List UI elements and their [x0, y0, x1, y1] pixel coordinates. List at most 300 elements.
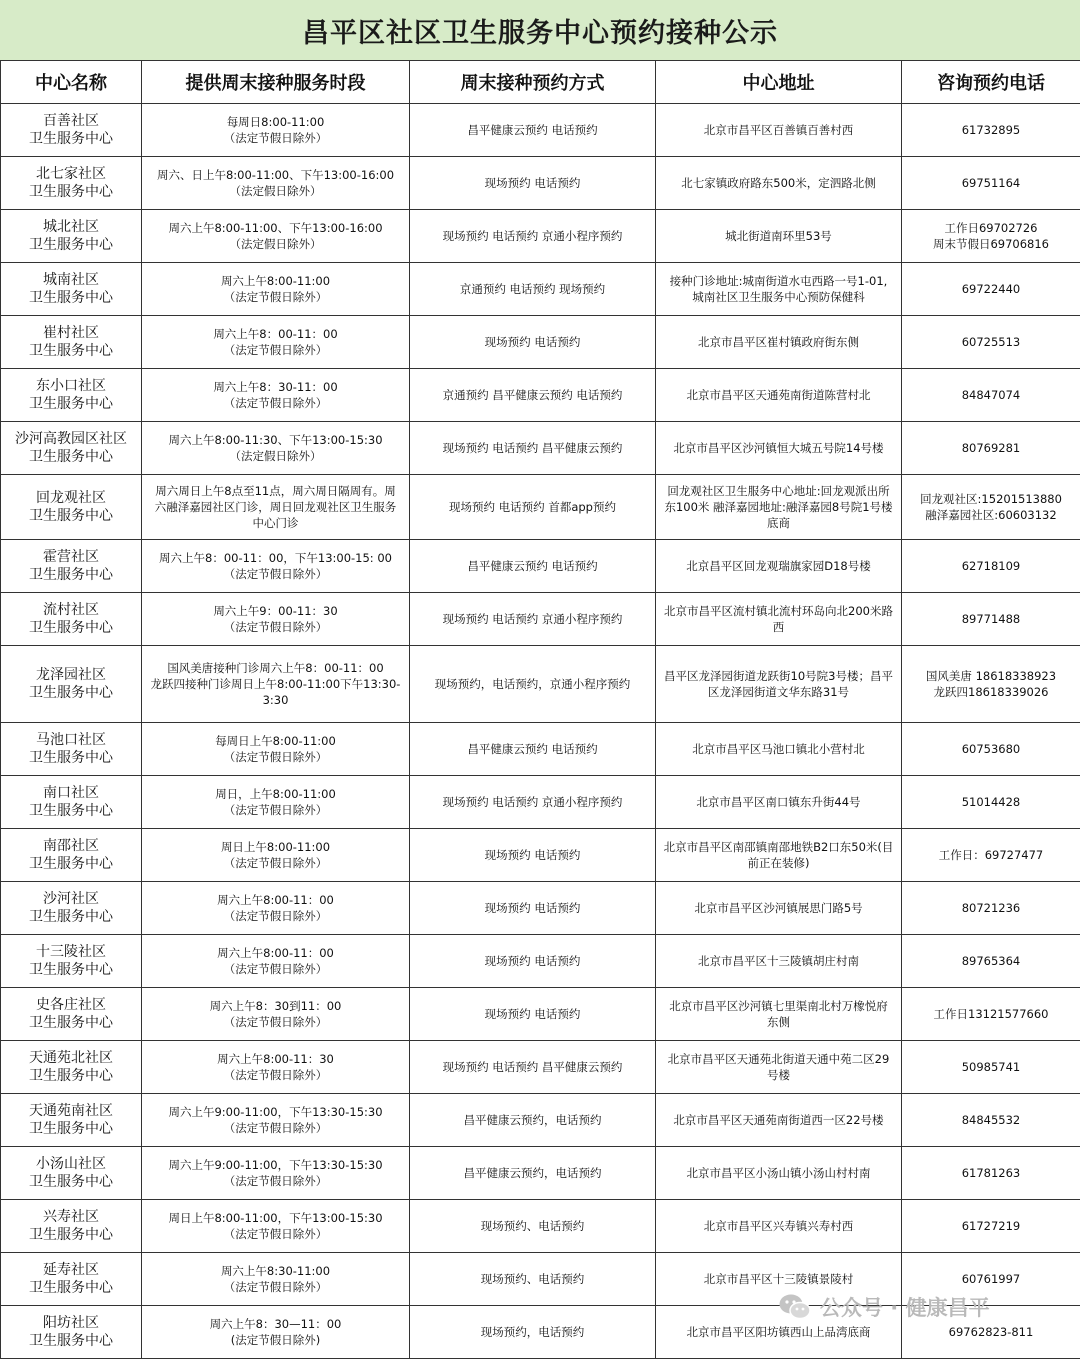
service-time-cell	[142, 593, 410, 646]
cell-line: 回龙观社区	[4, 489, 138, 507]
cell-line: 89771488	[905, 611, 1077, 627]
cell-line: 50985741	[905, 1059, 1077, 1075]
cell-line: 周六上午8：00-11：00	[145, 326, 406, 342]
table-row	[1, 263, 1080, 316]
service-time-cell	[142, 104, 410, 157]
booking-method-cell	[410, 935, 656, 988]
service-time-cell	[142, 988, 410, 1041]
service-time-cell	[142, 210, 410, 263]
center-name-cell	[1, 1306, 142, 1359]
service-time-cell	[142, 422, 410, 475]
cell-line: 周日上午8:00-11:00，下午13:00-15:30	[145, 1210, 406, 1226]
service-time-cell	[142, 540, 410, 593]
page-title: 昌平区社区卫生服务中心预约接种公示	[302, 11, 778, 50]
cell-line: 每周日8:00-11:00	[145, 114, 406, 130]
cell-line: 周末节假日69706816	[905, 236, 1077, 252]
booking-method-cell	[410, 422, 656, 475]
cell-line: （法定节假日除外）	[145, 961, 406, 977]
cell-line: 国风美唐接种门诊周六上午8：00-11：00	[145, 660, 406, 676]
cell-line: 周六上午8：30—11：00	[145, 1316, 406, 1332]
cell-line: （法定节假日除外）	[145, 1173, 406, 1189]
header-booking-method: 周末接种预约方式	[410, 61, 656, 104]
cell-line: （法定节假日除外）	[145, 1226, 406, 1242]
center-name-cell	[1, 882, 142, 935]
cell-line: 60761997	[905, 1271, 1077, 1287]
cell-line: 周六上午8：30-11：00	[145, 379, 406, 395]
cell-line: 西	[659, 619, 898, 635]
cell-line: 61727219	[905, 1218, 1077, 1234]
address-cell	[656, 1147, 902, 1200]
cell-line: 卫生服务中心	[4, 1173, 138, 1191]
cell-line: 昌平健康云预约 电话预约	[413, 741, 652, 757]
cell-line: 现场预约 电话预约 昌平健康云预约	[413, 1059, 652, 1075]
service-time-cell	[142, 646, 410, 723]
booking-method-cell	[410, 1094, 656, 1147]
booking-method-cell	[410, 1200, 656, 1253]
cell-line: 卫生服务中心	[4, 855, 138, 873]
title-bar	[0, 0, 1080, 62]
booking-method-cell	[410, 1041, 656, 1094]
center-name-cell	[1, 776, 142, 829]
cell-line: 卫生服务中心	[4, 342, 138, 360]
cell-line: 周六周日上午8点至11点，周六周日隔周有。周	[145, 483, 406, 499]
cell-line: 卫生服务中心	[4, 566, 138, 584]
cell-line: 3:30	[145, 692, 406, 708]
service-time-cell	[142, 829, 410, 882]
cell-line: 东侧	[659, 1014, 898, 1030]
table-row	[1, 475, 1080, 540]
address-cell	[656, 1306, 902, 1359]
booking-method-cell	[410, 1306, 656, 1359]
table-row	[1, 646, 1080, 723]
service-time-cell	[142, 1253, 410, 1306]
cell-line: 现场预约、电话预约	[413, 1271, 652, 1287]
center-name-cell	[1, 540, 142, 593]
booking-method-cell	[410, 1253, 656, 1306]
cell-line: 北京市昌平区流村镇北流村环岛向北200米路	[659, 603, 898, 619]
center-name-cell	[1, 316, 142, 369]
phone-cell	[902, 475, 1080, 540]
cell-line: 昌平健康云预约，电话预约	[413, 1165, 652, 1181]
booking-method-cell	[410, 157, 656, 210]
center-name-cell	[1, 593, 142, 646]
center-name-cell	[1, 829, 142, 882]
center-name-cell	[1, 210, 142, 263]
cell-line: 工作日：69727477	[905, 847, 1077, 863]
cell-line: 北京市昌平区天通苑北街道天通中苑二区29	[659, 1051, 898, 1067]
address-cell	[656, 1200, 902, 1253]
address-cell	[656, 829, 902, 882]
booking-method-cell	[410, 369, 656, 422]
cell-line: 周六上午8:00-11：00	[145, 892, 406, 908]
center-name-cell	[1, 1094, 142, 1147]
table-row	[1, 988, 1080, 1041]
cell-line: 现场预约 电话预约	[413, 334, 652, 350]
phone-cell	[902, 157, 1080, 210]
phone-cell	[902, 104, 1080, 157]
cell-line: （法定节假日除外）	[145, 342, 406, 358]
header-center-name: 中心名称	[1, 61, 142, 104]
cell-line: 兴寿社区	[4, 1208, 138, 1226]
booking-method-cell	[410, 988, 656, 1041]
cell-line: （法定节假日除外）	[145, 749, 406, 765]
center-name-cell	[1, 1200, 142, 1253]
cell-line: 龙泽园社区	[4, 666, 138, 684]
phone-cell	[902, 988, 1080, 1041]
cell-line: 卫生服务中心	[4, 1120, 138, 1138]
cell-line: 现场预约 电话预约 首都app预约	[413, 499, 652, 515]
header-phone: 咨询预约电话	[902, 61, 1080, 104]
phone-cell	[902, 723, 1080, 776]
header-address: 中心地址	[656, 61, 902, 104]
cell-line: 京通预约 昌平健康云预约 电话预约	[413, 387, 652, 403]
cell-line: 沙河高教园区社区	[4, 430, 138, 448]
booking-method-cell	[410, 316, 656, 369]
booking-method-cell	[410, 593, 656, 646]
cell-line: 北京市昌平区天通苑南街道西一区22号楼	[659, 1112, 898, 1128]
cell-line: 现场预约、电话预约	[413, 1218, 652, 1234]
cell-line: 区龙泽园街道文华东路31号	[659, 684, 898, 700]
cell-line: 北京市昌平区阳坊镇西山上品湾底商	[659, 1324, 898, 1340]
cell-line: 东100米 融泽嘉园地址:融泽嘉园8号院1号楼	[659, 499, 898, 515]
address-cell	[656, 723, 902, 776]
phone-cell	[902, 1041, 1080, 1094]
table-row	[1, 723, 1080, 776]
service-time-cell	[142, 723, 410, 776]
cell-line: 北七家社区	[4, 165, 138, 183]
cell-line: 69722440	[905, 281, 1077, 297]
cell-line: 现场预约 电话预约	[413, 175, 652, 191]
cell-line: 崔村社区	[4, 324, 138, 342]
cell-line: 小汤山社区	[4, 1155, 138, 1173]
cell-line: 城南社区	[4, 271, 138, 289]
cell-line: 北京市昌平区兴寿镇兴寿村西	[659, 1218, 898, 1234]
cell-line: （法定假日除外）	[145, 183, 406, 199]
cell-line: 周六上午8:00-11：30	[145, 1051, 406, 1067]
phone-cell	[902, 422, 1080, 475]
cell-line: 卫生服务中心	[4, 236, 138, 254]
cell-line: 80721236	[905, 900, 1077, 916]
cell-line: 昌平区龙泽园街道龙跃街10号院3号楼；昌平	[659, 668, 898, 684]
cell-line: 北京市昌平区南口镇东升街44号	[659, 794, 898, 810]
address-cell	[656, 104, 902, 157]
cell-line: 天通苑北社区	[4, 1049, 138, 1067]
vaccination-table	[0, 60, 1080, 1359]
cell-line: 天通苑南社区	[4, 1102, 138, 1120]
cell-line: （法定节假日除外）	[145, 1120, 406, 1136]
cell-line: 现场预约 电话预约 京通小程序预约	[413, 228, 652, 244]
table-row	[1, 593, 1080, 646]
cell-line: 马池口社区	[4, 731, 138, 749]
watermark-text: 公众号 · 健康昌平	[820, 1292, 990, 1322]
cell-line: 北京市昌平区沙河镇七里渠南北村万橡悦府	[659, 998, 898, 1014]
cell-line: （法定节假日除外）	[145, 1279, 406, 1295]
cell-line: 现场预约 电话预约 昌平健康云预约	[413, 440, 652, 456]
phone-cell	[902, 210, 1080, 263]
service-time-cell	[142, 1306, 410, 1359]
phone-cell	[902, 1094, 1080, 1147]
table-row	[1, 316, 1080, 369]
cell-line: （法定节假日除外）	[145, 802, 406, 818]
booking-method-cell	[410, 540, 656, 593]
cell-line: 接种门诊地址:城南街道水屯西路一号1-01,	[659, 273, 898, 289]
center-name-cell	[1, 263, 142, 316]
service-time-cell	[142, 1147, 410, 1200]
phone-cell	[902, 540, 1080, 593]
cell-line: 阳坊社区	[4, 1314, 138, 1332]
cell-line: 城南社区卫生服务中心预防保健科	[659, 289, 898, 305]
cell-line: 霍营社区	[4, 548, 138, 566]
cell-line: 北京市昌平区百善镇百善村西	[659, 122, 898, 138]
cell-line: 周日，上午8:00-11:00	[145, 786, 406, 802]
cell-line: 现场预约，电话预约	[413, 1324, 652, 1340]
cell-line: 龙跃四接种门诊周日上午8:00-11:00下午13:30-	[145, 676, 406, 692]
center-name-cell	[1, 723, 142, 776]
cell-line: （法定节假日除外）	[145, 130, 406, 146]
cell-line: 城北社区	[4, 218, 138, 236]
service-time-cell	[142, 882, 410, 935]
service-time-cell	[142, 935, 410, 988]
booking-method-cell	[410, 723, 656, 776]
cell-line: 69751164	[905, 175, 1077, 191]
cell-line: 北京市昌平区十三陵镇景陵村	[659, 1271, 898, 1287]
cell-line: 周六上午8:00-11:30、下午13:00-15:30	[145, 432, 406, 448]
table-row	[1, 157, 1080, 210]
cell-line: 周六上午8:00-11:00	[145, 273, 406, 289]
cell-line: 周六上午8:00-11:00、下午13:00-16:00	[145, 220, 406, 236]
cell-line: 卫生服务中心	[4, 130, 138, 148]
table-body	[1, 104, 1080, 1359]
cell-line: 卫生服务中心	[4, 1014, 138, 1032]
cell-line: 84847074	[905, 387, 1077, 403]
cell-line: 卫生服务中心	[4, 507, 138, 525]
center-name-cell	[1, 1253, 142, 1306]
cell-line: 中心门诊	[145, 515, 406, 531]
table-row	[1, 1253, 1080, 1306]
cell-line: （法定节假日除外）	[145, 1067, 406, 1083]
cell-line: 东小口社区	[4, 377, 138, 395]
cell-line: 80769281	[905, 440, 1077, 456]
phone-cell	[902, 593, 1080, 646]
cell-line: 南口社区	[4, 784, 138, 802]
table-row	[1, 210, 1080, 263]
phone-cell	[902, 1306, 1080, 1359]
cell-line: 工作日69702726	[905, 220, 1077, 236]
cell-line: 国风美唐 18618338923	[905, 668, 1077, 684]
cell-line: 周六上午9:00-11:00，下午13:30-15:30	[145, 1104, 406, 1120]
cell-line: 周六上午9:00-11:00，下午13:30-15:30	[145, 1157, 406, 1173]
cell-line: 周六上午9：00-11：30	[145, 603, 406, 619]
phone-cell	[902, 776, 1080, 829]
cell-line: （法定节假日除外）	[145, 619, 406, 635]
cell-line: (法定节假日除外)	[145, 1332, 406, 1348]
cell-line: 北京市昌平区小汤山镇小汤山村村南	[659, 1165, 898, 1181]
service-time-cell	[142, 1041, 410, 1094]
cell-line: 卫生服务中心	[4, 448, 138, 466]
cell-line: （法定节假日除外）	[145, 1014, 406, 1030]
cell-line: 现场预约，电话预约，京通小程序预约	[413, 676, 652, 692]
booking-method-cell	[410, 104, 656, 157]
cell-line: 京通预约 电话预约 现场预约	[413, 281, 652, 297]
cell-line: 回龙观社区卫生服务中心地址:回龙观派出所	[659, 483, 898, 499]
address-cell	[656, 988, 902, 1041]
cell-line: 北京市昌平区崔村镇政府街东侧	[659, 334, 898, 350]
service-time-cell	[142, 157, 410, 210]
cell-line: 现场预约 电话预约	[413, 900, 652, 916]
cell-line: 周六上午8:00-11：00	[145, 945, 406, 961]
cell-line: 百善社区	[4, 112, 138, 130]
booking-method-cell	[410, 1147, 656, 1200]
cell-line: 北京市昌平区南邵镇南邵地铁B2口东50米(目	[659, 839, 898, 855]
cell-line: 卫生服务中心	[4, 749, 138, 767]
center-name-cell	[1, 988, 142, 1041]
cell-line: 现场预约 电话预约	[413, 1006, 652, 1022]
service-time-cell	[142, 369, 410, 422]
phone-cell	[902, 882, 1080, 935]
address-cell	[656, 1041, 902, 1094]
booking-method-cell	[410, 646, 656, 723]
phone-cell	[902, 935, 1080, 988]
cell-line: 现场预约 电话预约	[413, 847, 652, 863]
cell-line: 号楼	[659, 1067, 898, 1083]
cell-line: 昌平健康云预约，电话预约	[413, 1112, 652, 1128]
cell-line: 北七家镇政府路东500米，定泗路北侧	[659, 175, 898, 191]
table-row	[1, 540, 1080, 593]
cell-line: 卫生服务中心	[4, 908, 138, 926]
table-row	[1, 1041, 1080, 1094]
cell-line: 流村社区	[4, 601, 138, 619]
cell-line: 昌平健康云预约 电话预约	[413, 122, 652, 138]
center-name-cell	[1, 369, 142, 422]
address-cell	[656, 540, 902, 593]
phone-cell	[902, 1253, 1080, 1306]
address-cell	[656, 157, 902, 210]
cell-line: 89765364	[905, 953, 1077, 969]
cell-line: 卫生服务中心	[4, 183, 138, 201]
table-row	[1, 1147, 1080, 1200]
cell-line: 卫生服务中心	[4, 1279, 138, 1297]
table-row	[1, 829, 1080, 882]
cell-line: 84845532	[905, 1112, 1077, 1128]
booking-method-cell	[410, 776, 656, 829]
cell-line: 南邵社区	[4, 837, 138, 855]
cell-line: 周六、日上午8:00-11:00、下午13:00-16:00	[145, 167, 406, 183]
cell-line: 现场预约 电话预约 京通小程序预约	[413, 794, 652, 810]
cell-line: 每周日上午8:00-11:00	[145, 733, 406, 749]
cell-line: 史各庄社区	[4, 996, 138, 1014]
address-cell	[656, 882, 902, 935]
cell-line: 周日上午8:00-11:00	[145, 839, 406, 855]
address-cell	[656, 1253, 902, 1306]
cell-line: 北京市昌平区天通苑南街道陈营村北	[659, 387, 898, 403]
table-row	[1, 369, 1080, 422]
cell-line: （法定节假日除外）	[145, 289, 406, 305]
address-cell	[656, 593, 902, 646]
cell-line: 60725513	[905, 334, 1077, 350]
cell-line: 回龙观社区:15201513880	[905, 491, 1077, 507]
address-cell	[656, 210, 902, 263]
phone-cell	[902, 316, 1080, 369]
cell-line: （法定假日除外）	[145, 236, 406, 252]
center-name-cell	[1, 475, 142, 540]
phone-cell	[902, 1147, 1080, 1200]
cell-line: 沙河社区	[4, 890, 138, 908]
cell-line: 北京昌平区回龙观瑞旗家园D18号楼	[659, 558, 898, 574]
address-cell	[656, 1094, 902, 1147]
cell-line: 延寿社区	[4, 1261, 138, 1279]
cell-line: 卫生服务中心	[4, 619, 138, 637]
header-row	[1, 61, 1080, 104]
cell-line: 工作日13121577660	[905, 1006, 1077, 1022]
table-row	[1, 1306, 1080, 1359]
address-cell	[656, 422, 902, 475]
cell-line: 昌平健康云预约 电话预约	[413, 558, 652, 574]
cell-line: 北京市昌平区沙河镇恒大城五号院14号楼	[659, 440, 898, 456]
cell-line: 北京市昌平区马池口镇北小营村北	[659, 741, 898, 757]
address-cell	[656, 935, 902, 988]
center-name-cell	[1, 935, 142, 988]
table-row	[1, 104, 1080, 157]
table-row	[1, 882, 1080, 935]
service-time-cell	[142, 1094, 410, 1147]
cell-line: 60753680	[905, 741, 1077, 757]
booking-method-cell	[410, 829, 656, 882]
booking-method-cell	[410, 210, 656, 263]
cell-line: 61732895	[905, 122, 1077, 138]
cell-line: 六融泽嘉园社区门诊，周日回龙观社区卫生服务	[145, 499, 406, 515]
booking-method-cell	[410, 263, 656, 316]
service-time-cell	[142, 475, 410, 540]
table-row	[1, 776, 1080, 829]
cell-line: 61781263	[905, 1165, 1077, 1181]
cell-line: （法定节假日除外）	[145, 395, 406, 411]
phone-cell	[902, 369, 1080, 422]
cell-line: 现场预约 电话预约	[413, 953, 652, 969]
address-cell	[656, 316, 902, 369]
center-name-cell	[1, 157, 142, 210]
center-name-cell	[1, 422, 142, 475]
service-time-cell	[142, 776, 410, 829]
service-time-cell	[142, 263, 410, 316]
center-name-cell	[1, 104, 142, 157]
phone-cell	[902, 829, 1080, 882]
table-row	[1, 1200, 1080, 1253]
cell-line: （法定节假日除外）	[145, 566, 406, 582]
address-cell	[656, 263, 902, 316]
center-name-cell	[1, 1041, 142, 1094]
table-row	[1, 935, 1080, 988]
cell-line: 周六上午8：30到11：00	[145, 998, 406, 1014]
cell-line: 北京市昌平区沙河镇展思门路5号	[659, 900, 898, 916]
cell-line: 62718109	[905, 558, 1077, 574]
address-cell	[656, 646, 902, 723]
cell-line: 51014428	[905, 794, 1077, 810]
cell-line: 周六上午8:30-11:00	[145, 1263, 406, 1279]
booking-method-cell	[410, 475, 656, 540]
address-cell	[656, 475, 902, 540]
cell-line: 底商	[659, 515, 898, 531]
cell-line: 十三陵社区	[4, 943, 138, 961]
cell-line: （法定假日除外）	[145, 448, 406, 464]
service-time-cell	[142, 316, 410, 369]
phone-cell	[902, 646, 1080, 723]
cell-line: 卫生服务中心	[4, 1332, 138, 1350]
cell-line: 城北街道南环里53号	[659, 228, 898, 244]
cell-line: （法定节假日除外）	[145, 908, 406, 924]
cell-line: 周六上午8：00-11：00，下午13:00-15: 00	[145, 550, 406, 566]
cell-line: 卫生服务中心	[4, 1226, 138, 1244]
cell-line: 前正在装修)	[659, 855, 898, 871]
